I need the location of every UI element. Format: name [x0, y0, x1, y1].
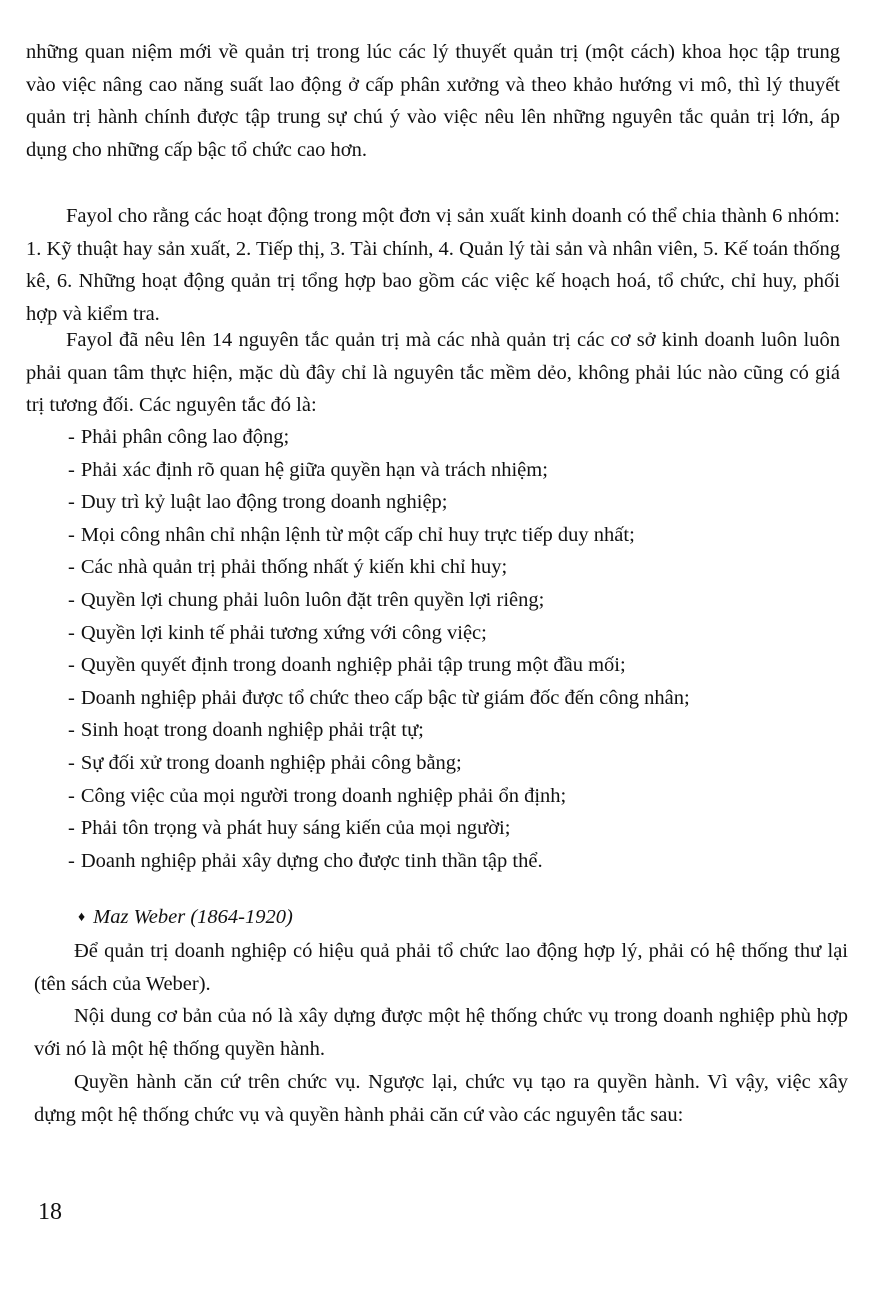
paragraph-fayol-groups: Fayol cho rằng các hoạt động trong một đơn vị sản xuất kinh doanh có thể chia thành 6 nhóm: 1. Kỹ thuật hay sản xuất, 2. Tiếp thị, 3. Tài chính, 4. Quản lý tài sản và nhân viên, 5. Kế toán thống kê, 6. Những hoạt động quản trị tổng hợp bao gồm các việc kế hoạch hoá, tổ chức, chỉ huy, phối hợp và kiểm tra. — [26, 205, 840, 325]
list-dash: - — [68, 654, 75, 677]
list-item-text: Các nhà quản trị phải thống nhất ý kiến khi chỉ huy; — [80, 556, 508, 579]
list-dash: - — [68, 458, 75, 481]
list-dash: - — [68, 719, 75, 742]
paragraph-weber-1: Để quản trị doanh nghiệp có hiệu quả phải tổ chức lao động hợp lý, phải có hệ thống thư lại (tên sách của Weber). — [34, 940, 848, 995]
list-item — [68, 454, 848, 487]
list-item — [68, 617, 848, 650]
list-item-text: Phải phân công lao động; — [80, 426, 290, 448]
list-item — [68, 584, 848, 617]
paragraph-fayol-principles-intro: Fayol đã nêu lên 14 nguyên tắc quản trị mà các nhà quản trị các cơ sở kinh doanh luôn luôn phải quan tâm thực hiện, mặc dù đây chỉ là nguyên tắc mềm dẻo, không phải lúc nào cũng có giá trị tương đối. Các nguyên tắc đó là: — [26, 329, 840, 417]
list-item-text: Doanh nghiệp phải xây dựng cho được tinh thần tập thể. — [80, 849, 543, 872]
list-item-text: Duy trì kỷ luật lao động trong doanh nghiệp; — [80, 491, 448, 514]
list-item — [68, 421, 848, 454]
list-dash: - — [68, 588, 75, 611]
list-dash: - — [68, 621, 75, 644]
list-item-text: Quyền lợi chung phải luôn luôn đặt trên quyền lợi riêng; — [80, 588, 545, 611]
list-item-text: Phải xác định rõ quan hệ giữa quyền hạn và trách nhiệm; — [80, 458, 548, 481]
list-item — [68, 714, 848, 747]
paragraph-weber-2: Nội dung cơ bản của nó là xây dựng được một hệ thống chức vụ trong doanh nghiệp phù hợp với nó là một hệ thống quyền hành. — [34, 1005, 848, 1060]
paragraph-intro: những quan niệm mới về quản trị trong lúc các lý thuyết quản trị (một cách) khoa học tập trung vào việc nâng cao năng suất lao động ở cấp phân xưởng và theo khảo hướng vi mô, thì lý thuyết quản trị hành chính được tập trung sự chú ý vào việc nêu lên những nguyên tắc quản trị lớn, áp dụng cho những cấp bậc tổ chức cao hơn. — [26, 41, 840, 161]
list-item-text: Quyền quyết định trong doanh nghiệp phải tập trung một đầu mối; — [80, 654, 626, 677]
list-item — [68, 519, 848, 552]
list-dash: - — [68, 751, 75, 774]
list-dash: - — [68, 686, 75, 709]
list-item-text: Sự đối xử trong doanh nghiệp phải công bằng; — [80, 751, 462, 774]
list-dash: - — [68, 817, 75, 840]
list-dash: - — [68, 491, 75, 514]
list-item — [68, 486, 848, 519]
section-heading-weber — [78, 901, 293, 935]
list-item — [68, 649, 848, 682]
paragraph-weber-3: Quyền hành căn cứ trên chức vụ. Ngược lại, chức vụ tạo ra quyền hành. Vì vậy, việc xây dựng một hệ thống chức vụ và quyền hành phải căn cứ vào các nguyên tắc sau: — [34, 1071, 848, 1126]
list-item — [68, 551, 848, 584]
list-item-text: Phải tôn trọng và phát huy sáng kiến của mọi người; — [80, 817, 511, 840]
section-heading-text: Maz Weber (1864-1920) — [93, 906, 293, 928]
list-item — [68, 845, 848, 878]
list-item-text: Sinh hoạt trong doanh nghiệp phải trật tự; — [80, 719, 424, 742]
list-item-text: Doanh nghiệp phải được tổ chức theo cấp bậc từ giám đốc đến công nhân; — [80, 686, 690, 709]
page-number: 18 — [38, 1199, 62, 1225]
list-item — [68, 682, 848, 715]
list-dash: - — [68, 556, 75, 579]
principles-list — [68, 421, 848, 877]
list-item — [68, 747, 848, 780]
list-dash: - — [68, 523, 75, 546]
diamond-bullet-icon: ♦ — [78, 910, 86, 925]
list-item — [68, 812, 848, 845]
list-item-text: Công việc của mọi người trong doanh nghiệp phải ổn định; — [80, 784, 567, 807]
list-item-text: Quyền lợi kinh tế phải tương xứng với công việc; — [80, 621, 487, 644]
list-dash: - — [68, 784, 75, 807]
list-item-text: Mọi công nhân chỉ nhận lệnh từ một cấp chỉ huy trực tiếp duy nhất; — [80, 523, 635, 546]
list-dash: - — [68, 426, 75, 448]
list-item — [68, 780, 848, 813]
list-dash: - — [68, 849, 75, 872]
